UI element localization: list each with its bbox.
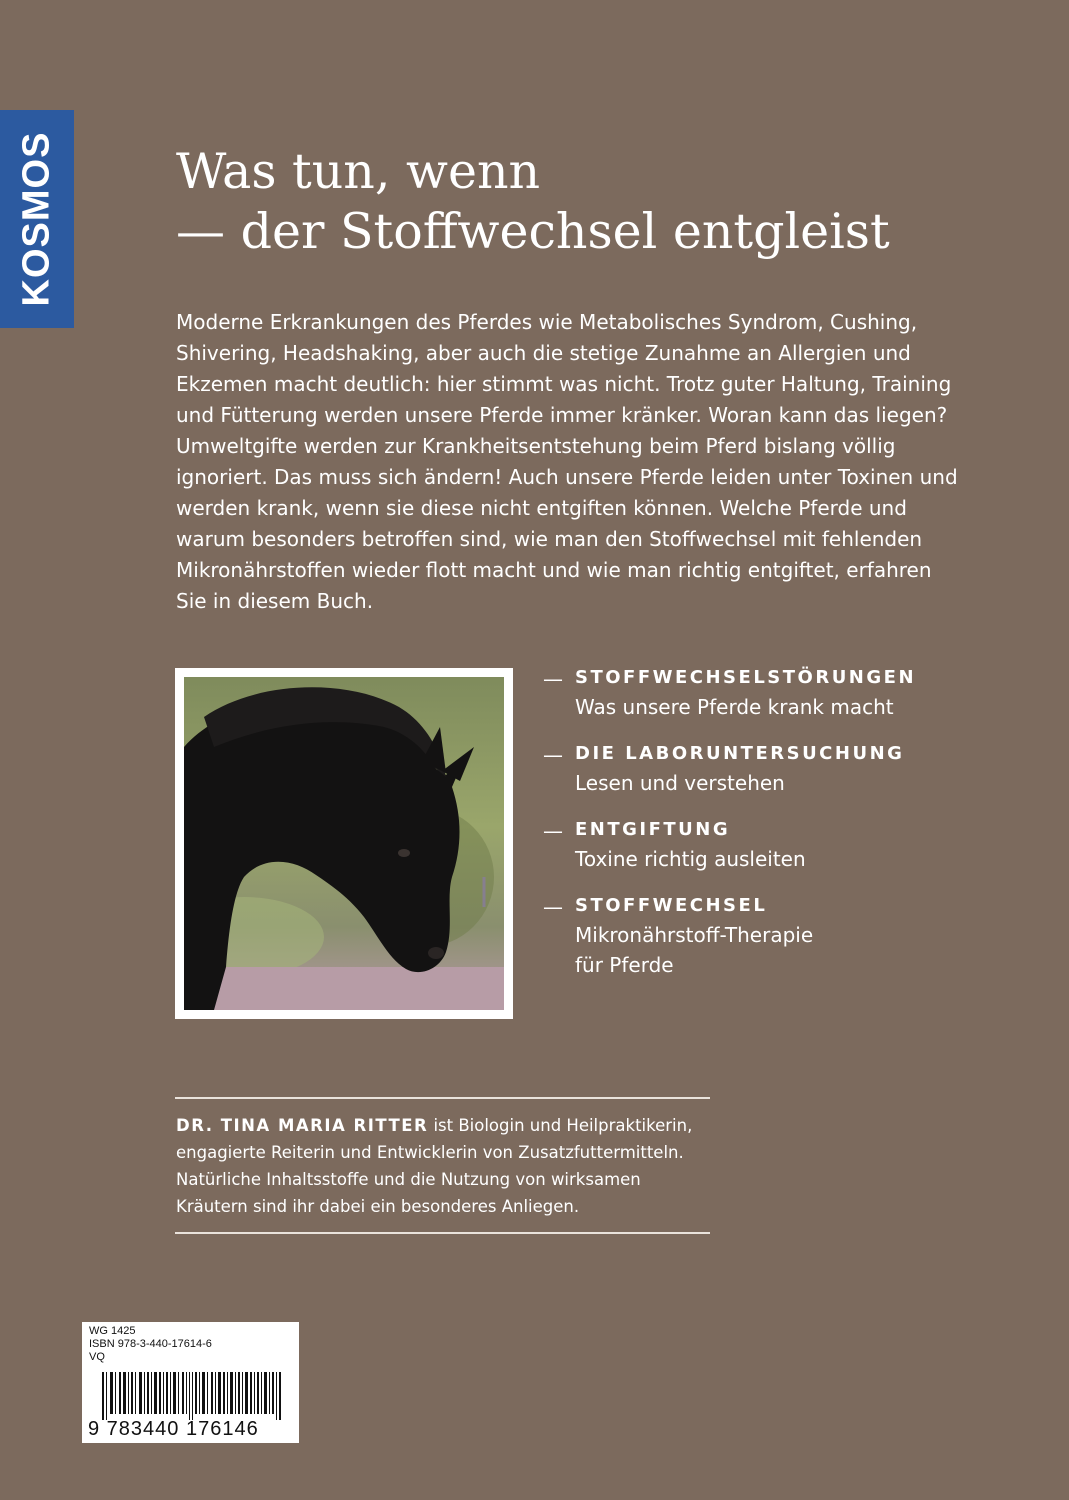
feature-dash: — (543, 895, 563, 919)
author-description: ist Biologin und Heilpraktikerin, engagierte Reiterin und Entwicklerin von Zusatzfuttermitteln. Natürliche Inhaltsstoffe und die Nutzung von wirksamen Kräutern sind ihr dabei ein besonderes Anliegen. (176, 1116, 693, 1216)
product-group: WG 1425 (89, 1325, 136, 1337)
horse-illustration (184, 677, 504, 1010)
barcode-digits: 9 783440 176146 (88, 1418, 259, 1440)
feature-title: ENTGIFTUNG (575, 819, 731, 840)
feature-title: DIE LABORUNTERSUCHUNG (575, 743, 905, 764)
feature-dash: — (543, 743, 563, 767)
feature-description: Mikronährstoff-Therapie für Pferde (575, 923, 814, 977)
blurb-text: Moderne Erkrankungen des Pferdes wie Metabolisches Syndrom, Cushing, Shivering, Headshaking, aber auch die stetige Zunahme an Allergien und Ekzemen macht deutlich: hier stimmt was nicht. Trotz guter Haltung, Training und Fütterung werden unsere Pferde immer kränker. Woran kann das liegen? Umweltgifte werden zur Krankheitsentstehung beim Pferd bislang völlig ignoriert. Das muss sich ändern! Auch unsere Pferde leiden unter Toxinen und werden krank, wenn sie diese nicht entgiften können. Welche Pferde und warum besonders betroffen sind, wie man den Stoffwechsel mit fehlenden Mikronährstoffen wieder flott macht und wie man richtig entgiftet, erfahren Sie in diesem Buch. (176, 310, 958, 613)
feature-title: STOFFWECHSELSTÖRUNGEN (575, 667, 917, 688)
brand-label: KOSMOS (15, 131, 58, 307)
feature-title: STOFFWECHSEL (575, 895, 768, 916)
feature-list (543, 664, 983, 998)
divider-top (175, 1097, 710, 1099)
feature-item (543, 664, 983, 722)
divider-bottom (175, 1232, 710, 1234)
headline-line-1: Was tun, wenn (176, 143, 541, 200)
feature-description: Toxine richtig ausleiten (575, 847, 806, 871)
feature-item (543, 816, 983, 874)
feature-dash: — (543, 667, 563, 691)
feature-item (543, 892, 983, 980)
barcode-label (82, 1322, 299, 1443)
headline-line-2: — der Stoffwechsel entgleist (176, 203, 890, 260)
isbn: ISBN 978-3-440-17614-6 (89, 1338, 212, 1350)
horse-photo (175, 668, 513, 1019)
feature-description: Was unsere Pferde krank macht (575, 695, 894, 719)
barcode-code: VQ (89, 1351, 105, 1363)
feature-dash: — (543, 819, 563, 843)
feature-item (543, 740, 983, 798)
author-bio (176, 1112, 716, 1220)
feature-description: Lesen und verstehen (575, 771, 785, 795)
author-name: DR. TINA MARIA RITTER (176, 1116, 429, 1135)
kosmos-logo (0, 110, 74, 328)
headline (176, 142, 996, 262)
